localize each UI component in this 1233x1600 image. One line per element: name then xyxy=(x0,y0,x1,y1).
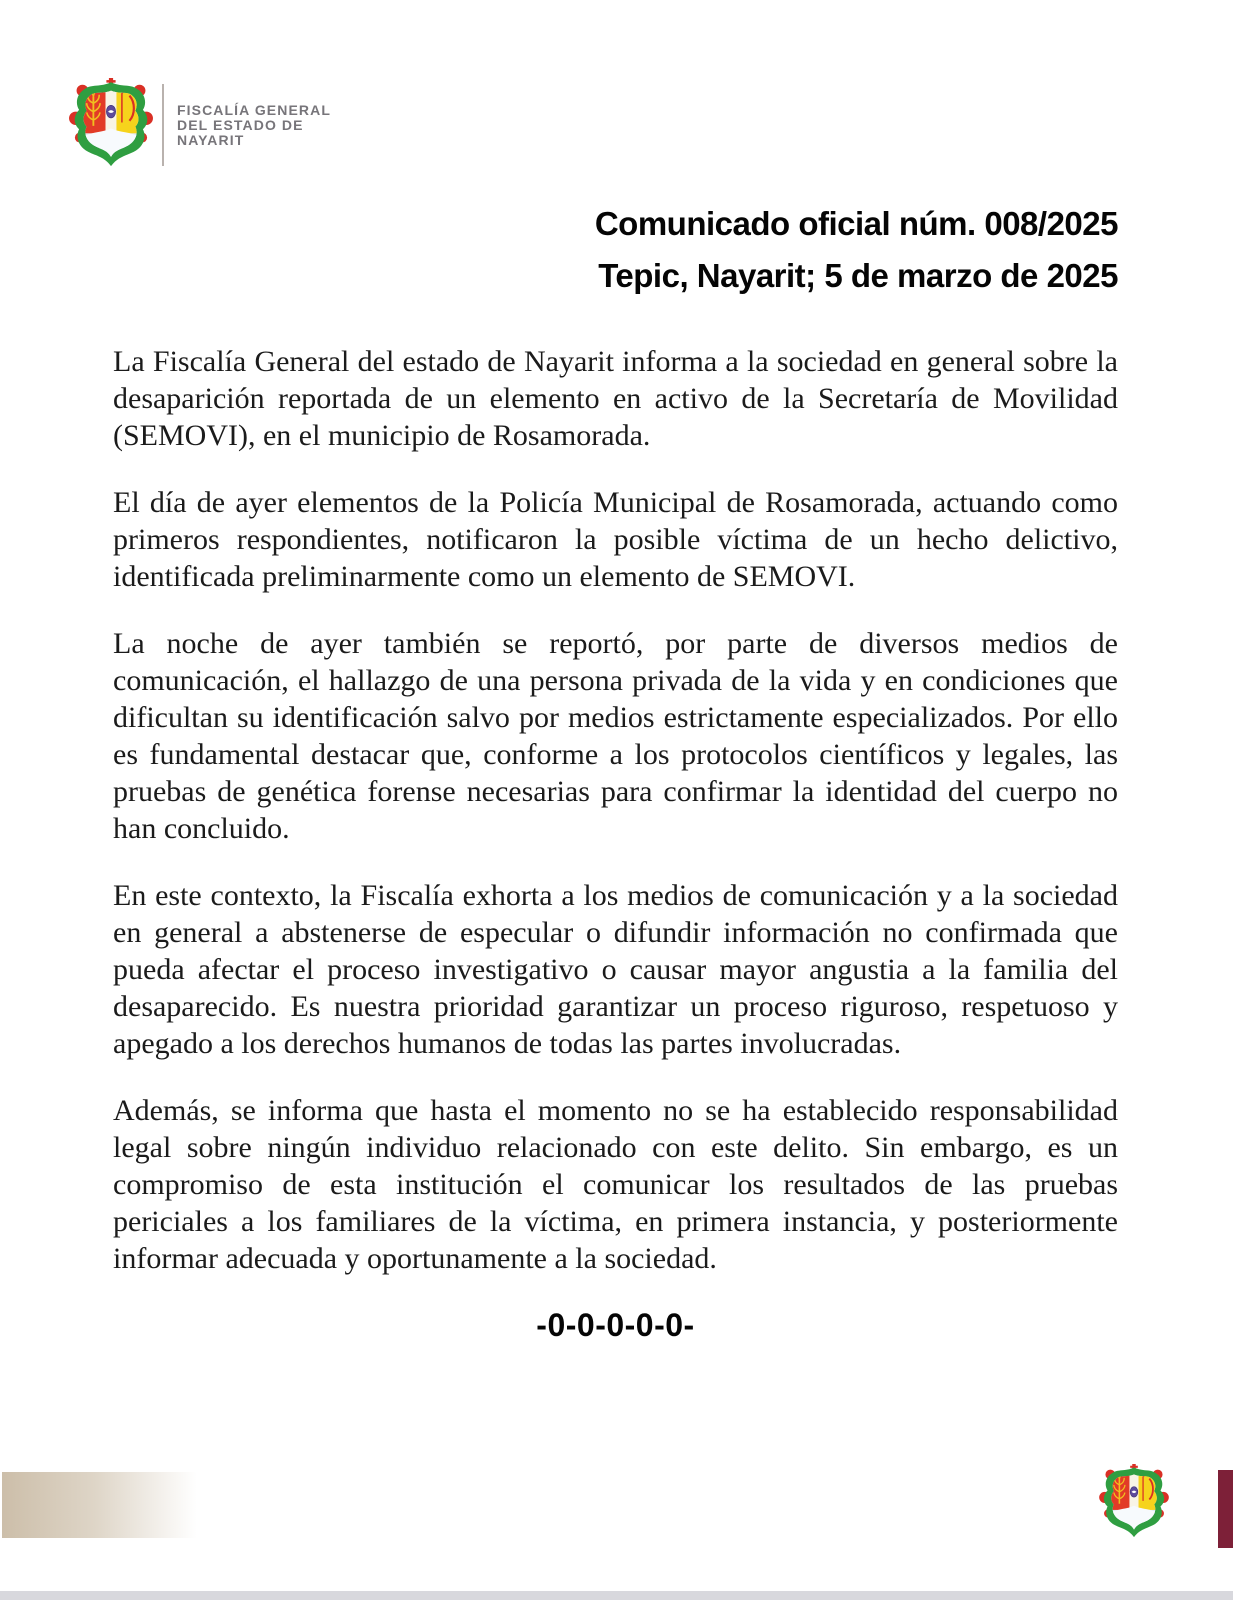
press-release-paragraph: La Fiscalía General del estado de Nayarit informa a la sociedad en general sobre la desaparición reportada de un elemento en activo de la Secretaría de Movilidad (SEMOVI), en el municipio de Rosamorada. xyxy=(113,345,1118,452)
comunicado-number-line: Comunicado oficial núm. 008/2025 xyxy=(594,205,1118,242)
comunicado-dateline: Tepic, Nayarit; 5 de marzo de 2025 xyxy=(598,257,1118,294)
footer-gradient-bar xyxy=(2,1472,207,1538)
logo-org-line3: NAYARIT xyxy=(177,131,245,148)
logo-org-line2: DEL ESTADO DE xyxy=(177,116,304,133)
press-release-paragraph: La noche de ayer también se reportó, por parte de diversos medios de comunicación, el hallazgo de una persona privada de la vida y en condiciones que dificultan su identificación salvo por medios estrictamente especializados. Por ello es fundamental destacar que, conforme a los protocolos científicos y legales, las pruebas de genética forense necesarias para confirmar la identidad del cuerpo no han concluido. xyxy=(113,627,1118,845)
footer-coat-of-arms-icon xyxy=(1099,1464,1169,1542)
footer-accent-bar xyxy=(1218,1470,1233,1548)
press-release-paragraph: En este contexto, la Fiscalía exhorta a los medios de comunicación y a la sociedad en general a abstenerse de especular o difundir información no confirmada que pueda afectar el proceso investigativo o causar mayor angustia a la familia del desaparecido. Es nuestra prioridad garantizar un proceso riguroso, respetuoso y apegado a los derechos humanos de todas las partes involucradas. xyxy=(113,879,1118,1060)
page-bottom-edge xyxy=(0,1591,1233,1600)
document-title xyxy=(595,198,1118,302)
press-release-paragraph: Además, se informa que hasta el momento no se ha establecido responsabilidad legal sobre ningún individuo relacionado con este delito. Sin embargo, es un compromiso de esta institución el comunicar los resultados de las pruebas periciales a los familiares de la víctima, en primera instancia, y posteriormente informar adecuada y oportunamente a la sociedad. xyxy=(113,1094,1118,1275)
logo-org-line1: FISCALÍA GENERAL xyxy=(177,101,331,118)
logo-divider xyxy=(162,84,164,166)
press-release-body xyxy=(113,343,1118,1344)
fiscalia-logo xyxy=(66,78,331,172)
nayarit-coat-of-arms-icon xyxy=(66,78,156,172)
press-release-paragraph: El día de ayer elementos de la Policía Municipal de Rosamorada, actuando como primeros respondientes, notificaron la posible víctima de un hecho delictivo, identificada preliminarmente como un elemento de SEMOVI. xyxy=(113,486,1118,593)
closing-separator-mark: -0-0-0-0-0- xyxy=(536,1307,695,1343)
logo-org-name xyxy=(177,103,331,148)
